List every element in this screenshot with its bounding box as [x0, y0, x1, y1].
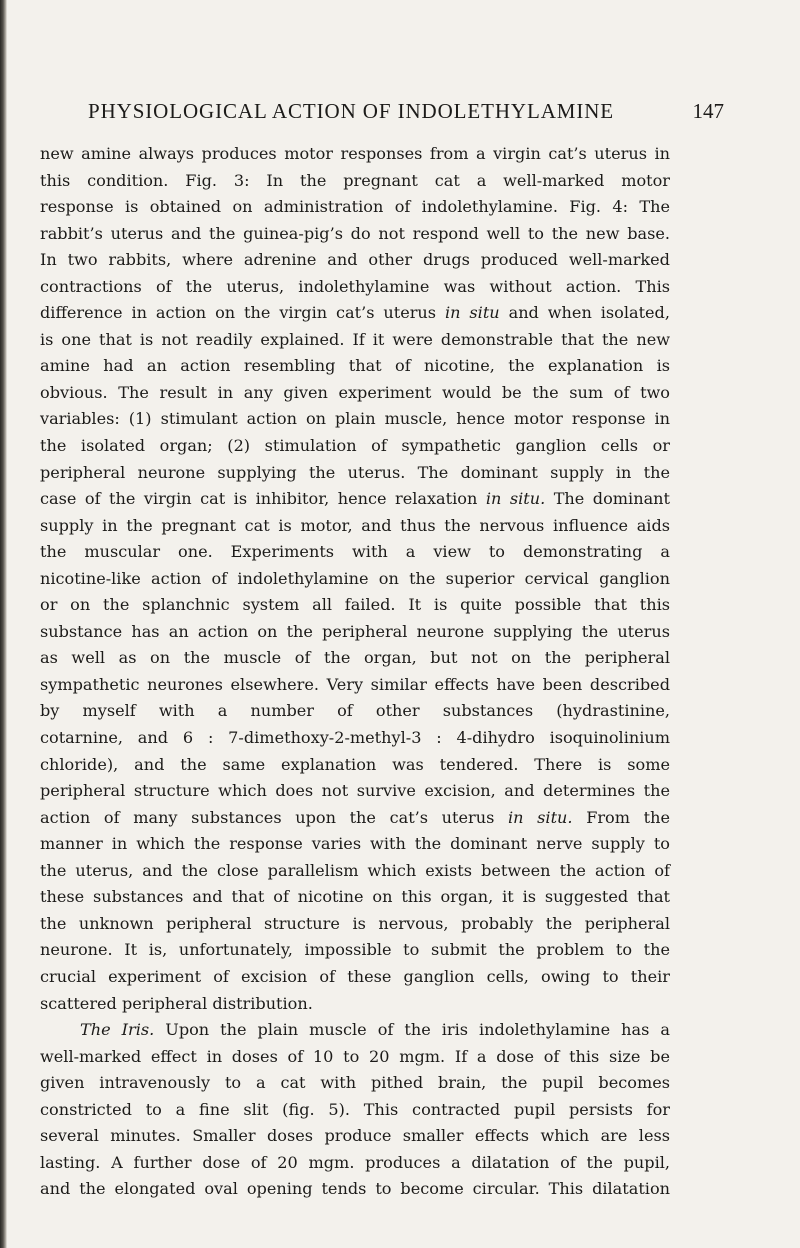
text-line: by myself with a number of other substances (hydrastinine,: [40, 701, 670, 721]
text-line: In two rabbits, where adrenine and other drugs produced well-marked: [40, 250, 670, 270]
text-line: [40, 805, 670, 832]
text-segment: case of the virgin cat is inhibitor, hence relaxation: [40, 489, 478, 509]
text-line: well-marked effect in doses of 10 to 20 mgm. If a dose of this size be: [40, 1046, 670, 1066]
text-line: these substances and that of nicotine on this organ, it is suggested that: [40, 887, 670, 907]
text-segment: and when isolated,: [508, 303, 670, 323]
text-line: given intravenously to a cat with pithed brain, the pupil becomes: [40, 1073, 670, 1093]
body-paragraphs: [40, 141, 670, 1203]
text-line: chloride), and the same explanation was tendered. There is some: [40, 754, 670, 774]
text-line: lasting. A further dose of 20 mgm. produces a dilatation of the pupil,: [40, 1152, 670, 1172]
text-line: contractions of the uterus, indolethylamine was without action. This: [40, 276, 670, 296]
text-line: neurone. It is, unfortunately, impossible to submit the problem to the: [40, 940, 670, 960]
section-heading-iris: The Iris.: [80, 1020, 155, 1040]
text-line: peripheral structure which does not survive excision, and determines the: [40, 781, 670, 801]
text-line: constricted to a fine slit (fig. 5). This contracted pupil persists for: [40, 1099, 670, 1119]
text-line: the unknown peripheral structure is nervous, probably the peripheral: [40, 913, 670, 933]
text-line: [40, 1017, 670, 1044]
text-segment: From the: [586, 807, 670, 827]
text-line: and the elongated oval opening tends to become circular. This dilatation: [40, 1179, 670, 1199]
text-line: the muscular one. Experiments with a view to demonstrating a: [40, 542, 670, 562]
text-line: new amine always produces motor responses from a virgin cat’s uterus in: [40, 144, 670, 163]
text-line: this condition. Fig. 3: In the pregnant cat a well-marked motor: [40, 170, 670, 190]
text-line: manner in which the response varies with the dominant nerve supply to: [40, 834, 670, 854]
page-header: [88, 96, 724, 126]
text-line: substance has an action on the peripheral neurone supplying the uterus: [40, 621, 670, 641]
page-number: 147: [692, 99, 724, 123]
text-line: cotarnine, and 6 : 7-dimethoxy-2-methyl-3 : 4-dihydro isoquinolinium: [40, 728, 670, 748]
text-line: obvious. The result in any given experiment would be the sum of two: [40, 382, 670, 402]
italic-term: in situ.: [485, 489, 546, 509]
text-line: peripheral neurone supplying the uterus. The dominant supply in the: [40, 462, 670, 482]
text-segment: Upon the plain muscle of the iris indolethylamine has a: [165, 1020, 671, 1040]
text-line: amine had an action resembling that of nicotine, the explanation is: [40, 356, 670, 376]
text-segment: action of many substances upon the cat’s uterus: [40, 807, 495, 827]
text-line: several minutes. Smaller doses produce smaller effects which are less: [40, 1126, 670, 1146]
italic-term: in situ.: [508, 807, 573, 827]
text-line: or on the splanchnic system all failed. It is quite possible that this: [40, 595, 670, 615]
text-line: as well as on the muscle of the organ, but not on the peripheral: [40, 648, 670, 668]
text-line: the isolated organ; (2) stimulation of sympathetic ganglion cells or: [40, 436, 670, 456]
text-line: sympathetic neurones elsewhere. Very similar effects have been described: [40, 674, 670, 694]
text-segment: difference in action on the virgin cat’s uterus: [40, 303, 437, 323]
text-line: crucial experiment of excision of these ganglion cells, owing to their: [40, 966, 670, 986]
text-line: rabbit’s uterus and the guinea-pig’s do not respond well to the new base.: [40, 223, 670, 243]
text-line: [40, 486, 670, 513]
text-line: [40, 300, 670, 327]
text-line: nicotine-like action of indolethylamine on the superior cervical ganglion: [40, 568, 670, 588]
text-line: scattered peripheral distribution.: [40, 993, 313, 1013]
text-line: is one that is not readily explained. If it were demonstrable that the new: [40, 329, 670, 349]
page-binding-edge: [0, 0, 7, 1248]
running-title: PHYSIOLOGICAL ACTION OF INDOLETHYLAMINE: [88, 99, 615, 123]
text-line: the uterus, and the close parallelism which exists between the action of: [40, 860, 670, 880]
italic-term: in situ: [444, 303, 500, 323]
text-line: supply in the pregnant cat is motor, and thus the nervous influence aids: [40, 515, 670, 535]
text-segment: The dominant: [553, 489, 670, 509]
text-line: response is obtained on administration of indolethylamine. Fig. 4: The: [40, 197, 670, 217]
text-line: variables: (1) stimulant action on plain muscle, hence motor response in: [40, 409, 670, 429]
